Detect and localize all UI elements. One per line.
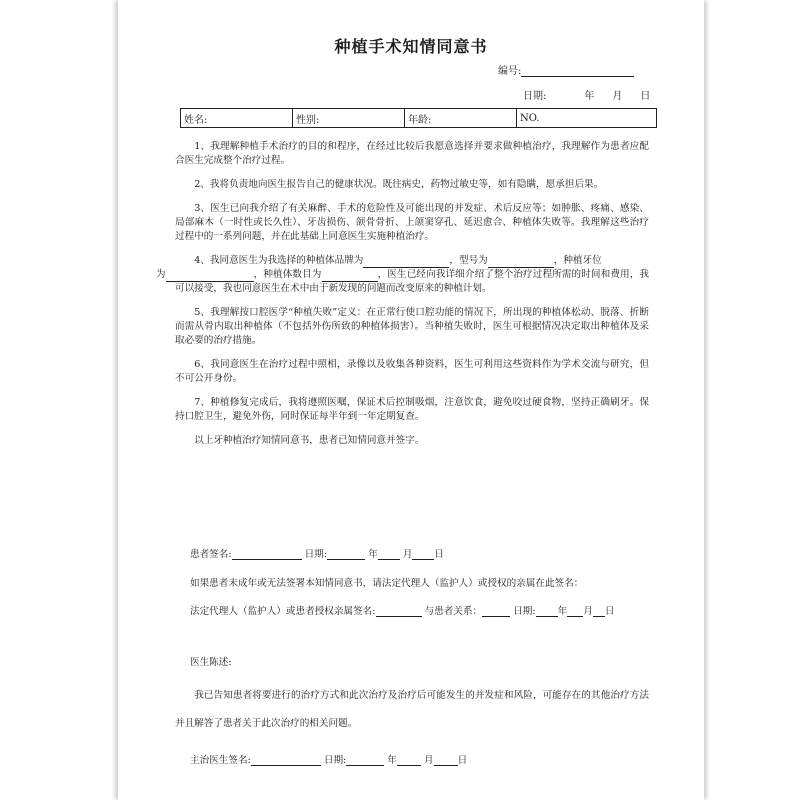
clause-1: 1、我理解种植手术治疗的目的和程序，在经过比较后我愿意选择并要求做种植治疗，我理解作为患者应配合医生完成整个治疗过程。 bbox=[175, 141, 649, 166]
implant-count-blank[interactable] bbox=[322, 271, 378, 282]
no-cell[interactable] bbox=[517, 109, 657, 128]
relation-label: 与患者关系： bbox=[424, 606, 483, 617]
header-date-label: 日期: bbox=[523, 91, 547, 102]
tooth-position-blank[interactable] bbox=[166, 271, 254, 282]
clause-2: 2、我将负责地向医生报告自己的健康状况。既往病史，药物过敏史等，如有隐瞒，愿承担后果。 bbox=[194, 179, 604, 190]
patient-info-table bbox=[180, 108, 657, 128]
gender-cell[interactable] bbox=[293, 109, 405, 128]
clause-3: 3、医生已向我介绍了有关麻醉、手术的危险性及可能出现的并发症、术后反应等；如肿胀、疼痛、感染、局部麻木（一时性或长久性）、牙齿损伤、颌骨骨折、上颌窦穿孔、延迟愈合、种植体失败等。我理解这些治疗过程中的一系列问题，并在此基础上同意医生实施种植治疗。 bbox=[175, 203, 649, 242]
doctor-sign-blank[interactable] bbox=[251, 755, 321, 766]
implant-brand-blank[interactable] bbox=[363, 257, 449, 268]
patient-date-blank[interactable] bbox=[327, 549, 365, 560]
clause-4: 4、我同意医生为我选择的种植体品牌为 ，型号为 ，种植牙位 为 ，种植体数目为 ，医生已经向我详细介绍了整个治疗过程所需的时间和费用，我可以接受，我也同意医生在术中由于新发现的问题而改变原来的种植计划。 bbox=[155, 255, 650, 294]
doctor-statement-label: 医生陈述: bbox=[190, 657, 232, 668]
minor-note: 如果患者未成年或无法签署本知情同意书，请法定代理人（监护人）或授权的亲属在此签名： bbox=[190, 578, 584, 589]
relation-blank[interactable] bbox=[482, 606, 510, 617]
name-label: 姓名: bbox=[184, 114, 208, 126]
header-date-day: 日 bbox=[640, 91, 651, 102]
header-date-month: 月 bbox=[612, 91, 623, 102]
clause-5: 5、我理解按口腔医学“种植失败”定义：在正常行使口腔功能的情况下，所出现的种植体松动、脱落、折断而需从骨内取出种植体（不包括外伤所致的种植体损害）。当种植失败时，医生可根据情况决定取出种植体及采取必要的治疗措施。 bbox=[175, 307, 649, 346]
doctor-statement: 我已告知患者将要进行的治疗方式和此次治疗及治疗后可能发生的并发症和风险，可能存在的其他治疗方法并且解答了患者关于此次治疗的相关问题。 bbox=[175, 690, 649, 729]
document-title: 种植手术知情同意书 bbox=[334, 37, 488, 56]
patient-date-label: 日期: bbox=[304, 549, 328, 560]
guardian-sign-blank[interactable] bbox=[376, 606, 422, 617]
patient-sign-label: 患者签名: bbox=[190, 549, 232, 560]
guardian-sign-label: 法定代理人（监护人）或患者授权亲属签名: bbox=[190, 606, 376, 617]
serial-number-field bbox=[498, 62, 634, 77]
no-label: NO. bbox=[520, 112, 540, 124]
header-date bbox=[523, 87, 668, 102]
clause-6: 6、我同意医生在治疗过程中照相，录像以及收集各种资料，医生可利用这些资料作为学术交流与研究，但不可公开身份。 bbox=[175, 359, 649, 384]
header-date-year: 年 bbox=[584, 91, 595, 102]
doctor-sign-label: 主治医生签名: bbox=[190, 755, 251, 766]
patient-signature-row: 患者签名: 日期: 年 月 日 bbox=[190, 549, 444, 560]
consent-clauses bbox=[155, 140, 650, 458]
serial-blank[interactable] bbox=[521, 66, 634, 77]
age-cell[interactable] bbox=[405, 109, 517, 128]
clause-7: 7、种植修复完成后，我将遵照医嘱，保证术后控制吸烟，注意饮食，避免咬过硬食物，坚持正确刷牙。保持口腔卫生，避免外伤，同时保证每半年到一年定期复查。 bbox=[175, 397, 649, 422]
implant-model-blank[interactable] bbox=[488, 257, 554, 268]
age-label: 年龄: bbox=[408, 114, 432, 126]
doctor-signature-row: 主治医生签名: 日期: 年 月 日 bbox=[190, 755, 468, 766]
name-cell[interactable] bbox=[181, 109, 293, 128]
patient-sign-blank[interactable] bbox=[232, 549, 302, 560]
consent-form-sheet bbox=[118, 0, 704, 800]
gender-label: 性别: bbox=[296, 114, 320, 126]
serial-label: 编号: bbox=[498, 66, 522, 77]
guardian-signature-row: 法定代理人（监护人）或患者授权亲属签名: 与患者关系： 日期: 年 月 日 bbox=[190, 606, 615, 617]
clause-summary: 以上牙种植治疗知情同意书，患者已知情同意并签字。 bbox=[194, 435, 425, 446]
